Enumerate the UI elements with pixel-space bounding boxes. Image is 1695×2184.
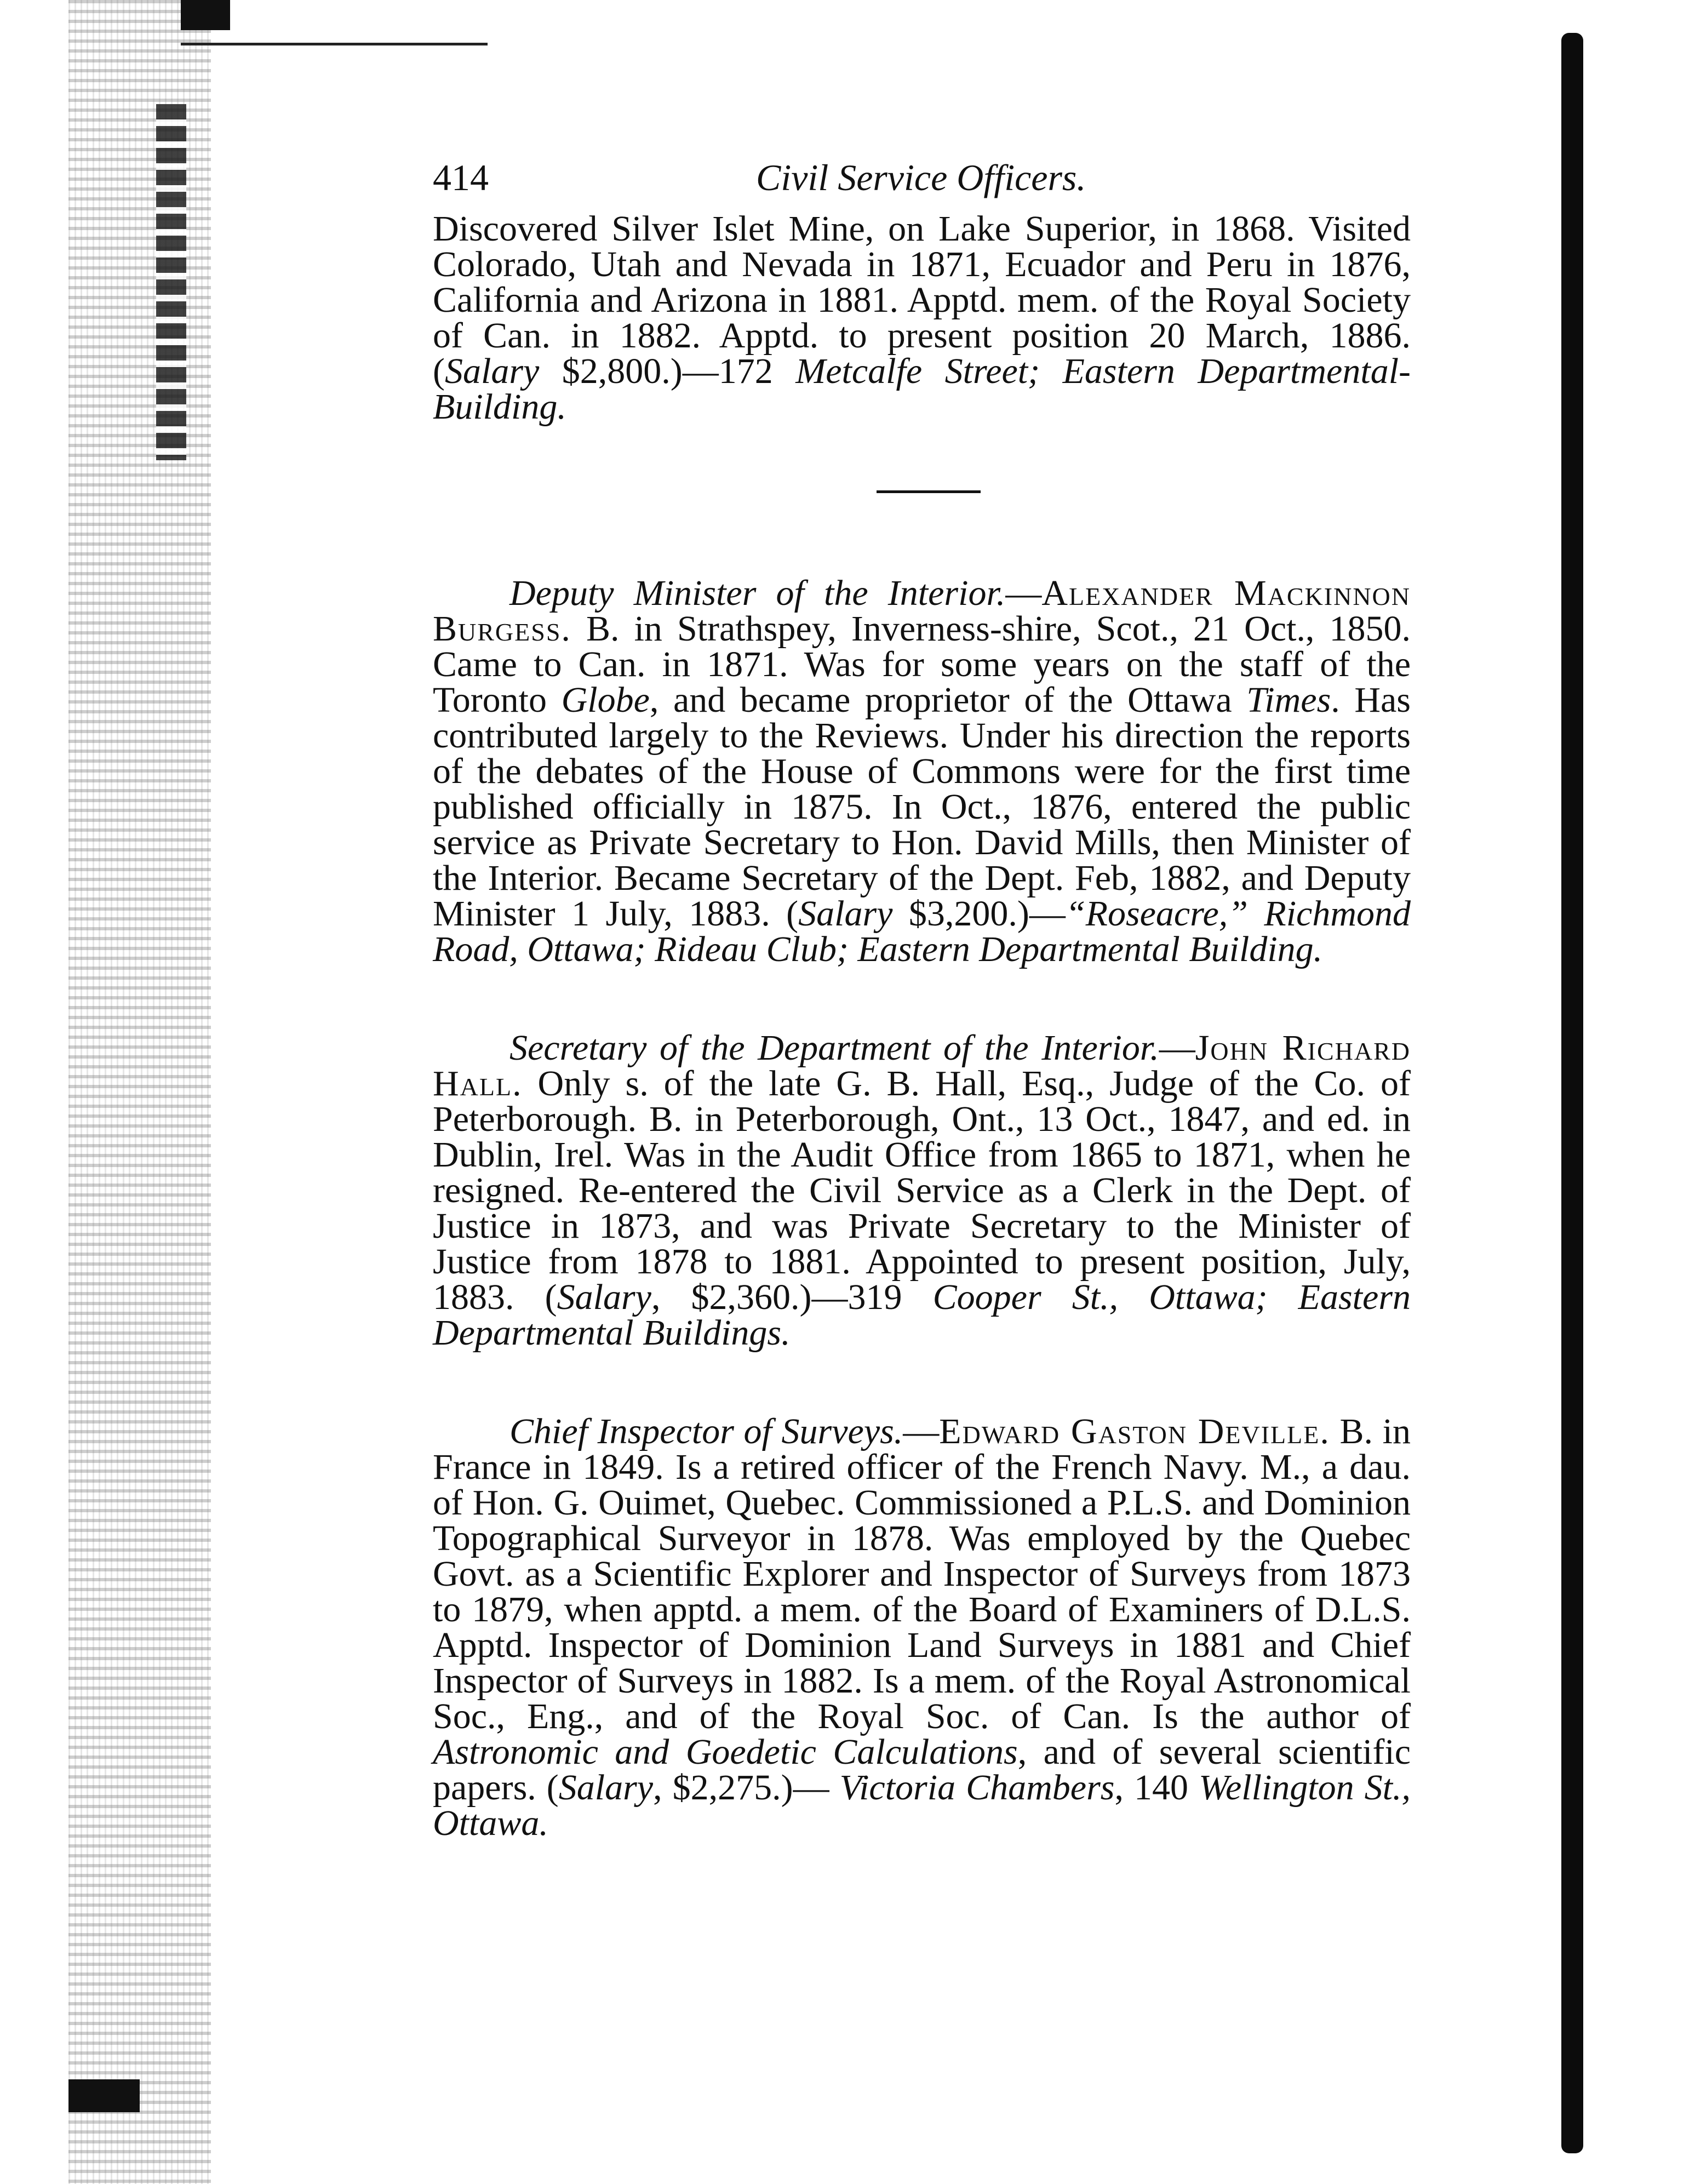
bio-text: Only s. of the late G. B. Hall, Esq., Judge of the Co. of Peterborough. B. in Peterborough, Ont., 13 Oct., 1847, and ed. in Dublin, Irel. Was in the Audit Office from 1865 to 1871, when he resigned. Re-entered the Civil Service as a Clerk in the Dept. of Justice in 1873, and was Private Secretary to the Minister of Justice from 1878 to 1881. Appointed to present position, July, 1883. ( xyxy=(433,1064,1411,1317)
officer-name: Alexander Mackinnon Burgess. xyxy=(433,573,1411,649)
scan-right-edge xyxy=(1561,33,1583,2153)
salary-amount: $2,800.)—172 xyxy=(539,351,796,391)
office-title: Chief Inspector of Surveys. xyxy=(509,1411,903,1451)
running-title: Civil Service Officers. xyxy=(756,157,1086,198)
scan-top-line xyxy=(181,43,488,45)
salary-label: Salary xyxy=(558,1768,654,1808)
address: “Roseacre,” Richmond Road, Ottawa; Rideau Club; Eastern Departmental Building. xyxy=(433,894,1411,969)
office-title: Deputy Minister of the Interior. xyxy=(509,573,1006,613)
newspaper-title: Globe xyxy=(561,680,650,720)
bio-text: B. in Strathspey, Inverness-shire, Scot., 21 Oct., 1850. Came to Can. in 1871. Was for some years on the staff of the Toronto xyxy=(433,609,1411,720)
continuation-text: Discovered Silver Islet Mine, on Lake Superior, in 1868. Visited Colorado, Utah and Nevada in 1871, Ecuador and Peru in 1876, California and Arizona in 1881. Apptd. mem. of the Royal Society of Can. in 1882. Apptd. to present position 20 March, 1886. ( xyxy=(433,209,1411,391)
scan-bottom-artifact xyxy=(68,2079,140,2112)
salary-label: Salary xyxy=(444,351,540,391)
page-number: 414 xyxy=(433,157,489,198)
officer-name: John Richard Hall. xyxy=(433,1028,1411,1104)
address: Victoria Chambers xyxy=(839,1768,1115,1808)
salary-label: Salary xyxy=(798,894,893,934)
salary-amount: , $2,275.)— xyxy=(653,1768,840,1808)
entry-chief-inspector xyxy=(433,1411,1411,1843)
page xyxy=(433,151,1411,1841)
continuation-paragraph xyxy=(433,211,1411,425)
scan-binding-shadow xyxy=(156,104,186,460)
bio-text: , and became proprietor of the Ottawa xyxy=(649,680,1247,720)
dash: — xyxy=(1159,1028,1195,1068)
address: Cooper St., Ottawa; Eastern Departmental Buildings. xyxy=(433,1277,1411,1353)
salary-label: Salary xyxy=(557,1277,651,1317)
bio-text: , and of several scientific papers. ( xyxy=(433,1732,1411,1808)
address-number: , 140 xyxy=(1114,1768,1199,1808)
officer-name: Edward Gaston Deville. xyxy=(939,1411,1330,1451)
salary-amount: , $2,360.)—319 xyxy=(651,1277,933,1317)
dash: — xyxy=(903,1411,940,1451)
newspaper-title: Times xyxy=(1246,680,1331,720)
office-title: Secretary of the Department of the Interior. xyxy=(509,1028,1159,1068)
address: Metcalfe Street; Eastern Departmental-Building. xyxy=(433,351,1411,427)
scan-top-artifact xyxy=(181,0,230,30)
entry-secretary xyxy=(433,1030,1411,1351)
running-head xyxy=(433,151,1411,211)
address: Wellington St., Ottawa. xyxy=(433,1768,1411,1843)
dash: — xyxy=(1005,573,1042,613)
bio-text: . Has contributed largely to the Reviews. Under his direction the reports of the debates of the House of Commons were for the first time published officially in 1875. In Oct., 1876, entered the public service as Private Secretary to Hon. David Mills, then Minister of the Interior. Became Secretary of the Dept. Feb, 1882, and Deputy Minister 1 July, 1883. ( xyxy=(433,680,1411,934)
salary-amount: $3,200.)— xyxy=(892,894,1066,934)
scan-margin-noise xyxy=(68,0,211,2184)
entry-deputy-minister xyxy=(433,575,1411,967)
bio-text: B. in France in 1849. Is a retired officer of the French Navy. M., a dau. of Hon. G. Ouimet, Quebec. Commissioned a P.L.S. and Dominion Topographical Surveyor in 1878. Was employed by the Quebec Govt. as a Scientific Explorer and Inspector of Surveys from 1873 to 1879, when apptd. a mem. of the Board of Examiners of D.L.S. Apptd. Inspector of Dominion Land Surveys in 1881 and Chief Inspector of Surveys in 1882. Is a mem. of the Royal Astronomical Soc., Eng., and of the Royal Soc. of Can. Is the author of xyxy=(433,1411,1411,1736)
book-title: Astronomic and Goedetic Calculations xyxy=(433,1732,1018,1772)
